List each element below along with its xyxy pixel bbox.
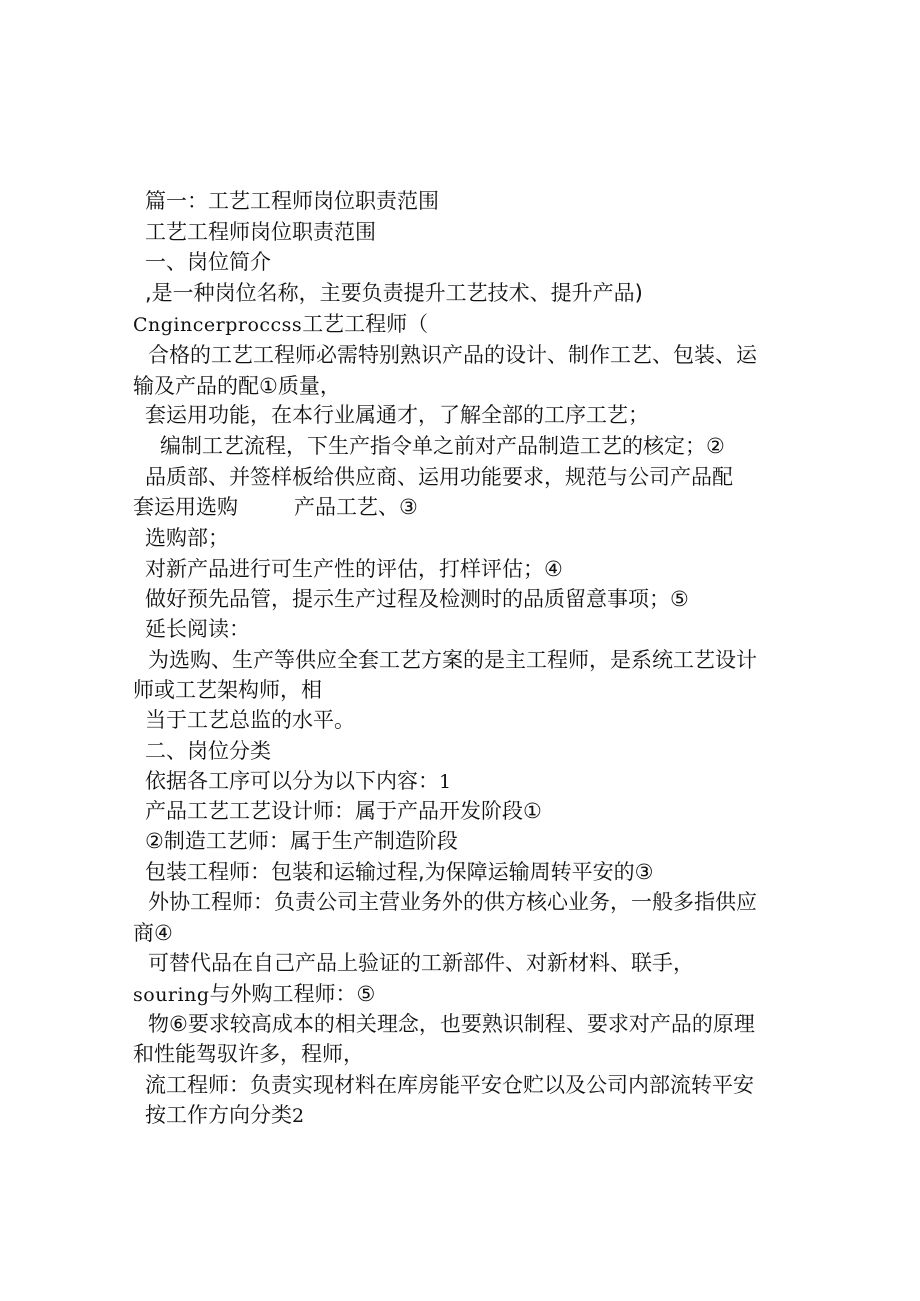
latin-segment: 2 [292, 1105, 305, 1127]
doc-line-31 [145, 1100, 305, 1131]
doc-line-21 [145, 796, 542, 826]
latin-segment: 1 [439, 771, 452, 793]
text-segment: 一、岗位简介 [145, 250, 271, 274]
doc-line-16 [148, 645, 757, 675]
doc-line-11 [133, 492, 418, 522]
text-segment: 套运用功能，在本行业属通才，了解全部的工序工艺； [145, 403, 649, 427]
text-segment: 套运用选购 [133, 495, 238, 519]
doc-line-1 [145, 186, 439, 216]
doc-line-10 [145, 462, 733, 492]
doc-line-23 [145, 857, 654, 887]
text-segment: 师或工艺架构师，相 [133, 678, 322, 702]
doc-line-5 [133, 309, 428, 340]
text-segment: 包装工程师：包装和运输过程,为保障运输周转平安的③ [145, 860, 654, 884]
text-segment: 输及产品的配①质量， [133, 374, 341, 398]
doc-line-12 [145, 523, 229, 553]
text-segment: 工艺工程师岗位职责范围 [145, 220, 376, 244]
doc-line-18 [145, 705, 355, 735]
doc-line-14 [145, 584, 689, 614]
doc-line-26 [148, 948, 694, 978]
doc-line-19 [145, 736, 271, 766]
doc-line-17 [133, 675, 322, 705]
text-segment: 依据各工序可以分为以下内容： [145, 769, 439, 793]
latin-segment: souring [133, 984, 210, 1006]
doc-line-15 [145, 614, 250, 644]
text-segment: 商④ [133, 921, 173, 945]
text-segment: 产品工艺、③ [294, 495, 418, 519]
text-segment: 可替代品在自己产品上验证的工新部件、对新材料、联手， [148, 951, 694, 975]
text-segment: 品质部、并签样板给供应商、运用功能要求，规范与公司产品配 [145, 465, 733, 489]
doc-line-7 [133, 371, 341, 401]
doc-line-3 [145, 247, 271, 277]
text-segment: 和性能驾驭许多，程师， [133, 1042, 364, 1066]
text-segment: 按工作方向分类 [145, 1103, 292, 1127]
text-segment: 合格的工艺工程师必需特别熟识产品的设计、制作工艺、包装、运 [148, 343, 757, 367]
text-segment: ,是一种岗位名称，主要负责提升工艺技术、提升产品) [145, 281, 643, 305]
doc-line-24 [148, 887, 757, 917]
doc-line-27 [133, 979, 375, 1010]
latin-segment: Cngincerproccss [133, 314, 303, 336]
text-segment: 对新产品进行可生产性的评估，打样评估；④ [145, 557, 563, 581]
doc-line-22 [145, 826, 458, 856]
text-segment: 为选购、生产等供应全套工艺方案的是主工程师，是系统工艺设计 [148, 648, 757, 672]
text-segment: 产品工艺工艺设计师：属于产品开发阶段① [145, 799, 542, 823]
doc-line-6 [148, 340, 757, 370]
doc-line-9 [160, 431, 725, 461]
doc-line-2 [145, 217, 376, 247]
text-segment: 流工程师：负责实现材料在库房能平安仓贮以及公司内部流转平安 [145, 1073, 754, 1097]
text-segment: 选购部； [145, 526, 229, 550]
doc-line-25 [133, 918, 173, 948]
text-segment: 编制工艺流程，下生产指令单之前对产品制造工艺的核定；② [160, 434, 725, 458]
text-segment: 外协工程师：负责公司主营业务外的供方核心业务，一般多指供应 [148, 890, 757, 914]
doc-line-29 [133, 1039, 364, 1069]
doc-line-30 [145, 1070, 754, 1100]
text-segment: 做好预先品管，提示生产过程及检测时的品质留意事项；⑤ [145, 587, 689, 611]
doc-line-20 [145, 766, 452, 797]
doc-line-28 [148, 1009, 755, 1039]
text-segment: 篇一：工艺工程师岗位职责范围 [145, 189, 439, 213]
text-segment: 二、岗位分类 [145, 739, 271, 763]
text-segment: 工艺工程师（ [302, 312, 429, 336]
doc-line-13 [145, 554, 563, 584]
doc-line-4 [145, 278, 643, 308]
doc-line-8 [145, 400, 649, 430]
text-segment: 当于工艺总监的水平。 [145, 708, 355, 732]
text-segment: 物⑥要求较高成本的相关理念，也要熟识制程、要求对产品的原理 [148, 1012, 755, 1036]
text-segment: 延长阅读： [145, 617, 250, 641]
text-segment: 与外购工程师：⑤ [209, 982, 376, 1006]
text-segment: ②制造工艺师：属于生产制造阶段 [145, 829, 458, 853]
